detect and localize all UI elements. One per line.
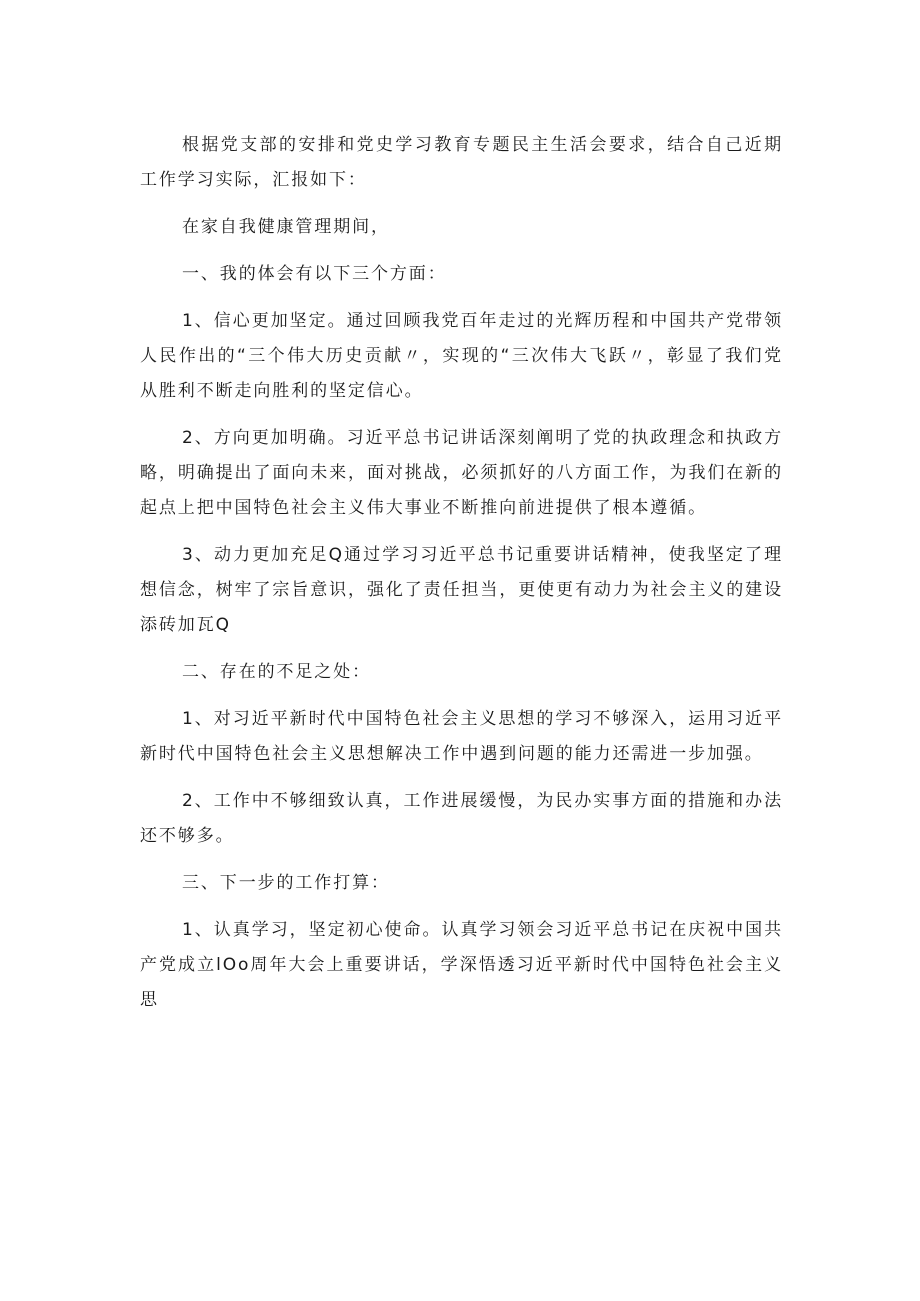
paragraph-2-1: 1、对习近平新时代中国特色社会主义思想的学习不够深入，运用习近平新时代中国特色社会主义思想解决工作中遇到问题的能力还需进一步加强。 — [140, 709, 783, 764]
paragraph-1-2: 2、方向更加明确。习近平总书记讲话深刻阐明了党的执政理念和执政方略，明确提出了面向未来，面对挑战，必须抓好的八方面工作，为我们在新的起点上把中国特色社会主义伟大事业不断推向前进提供了根本遵循。 — [140, 428, 783, 518]
document-body — [140, 128, 783, 1030]
section-heading-2: 二、存在的不足之处： — [182, 662, 371, 682]
paragraph-intro: 根据党支部的安排和党史学习教育专题民主生活会要求，结合自己近期工作学习实际，汇报如下： — [140, 135, 783, 190]
paragraph-2-2: 2、工作中不够细致认真，工作进展缓慢，为民办实事方面的措施和办法还不够多。 — [140, 791, 783, 846]
paragraph-1-1: 1、信心更加坚定。通过回顾我党百年走过的光辉历程和中国共产党带领人民作出的“三个伟大历史贡献〃，实现的“三次伟大飞跃〃，彰显了我们党从胜利不断走向胜利的坚定信心。 — [140, 311, 783, 401]
paragraph-3-1: 1、认真学习，坚定初心使命。认真学习领会习近平总书记在庆祝中国共产党成立lOo周年大会上重要讲话，学深悟透习近平新时代中国特色社会主义思 — [140, 920, 783, 1010]
paragraph-1-3: 3、动力更加充足Q通过学习习近平总书记重要讲话精神，使我坚定了理想信念，树牢了宗旨意识，强化了责任担当，更使更有动力为社会主义的建设添砖加瓦Q — [140, 545, 783, 635]
paragraph-context: 在家自我健康管理期间， — [182, 217, 390, 237]
section-heading-3: 三、下一步的工作打算： — [182, 873, 390, 893]
section-heading-1: 一、我的体会有以下三个方面： — [182, 264, 447, 284]
